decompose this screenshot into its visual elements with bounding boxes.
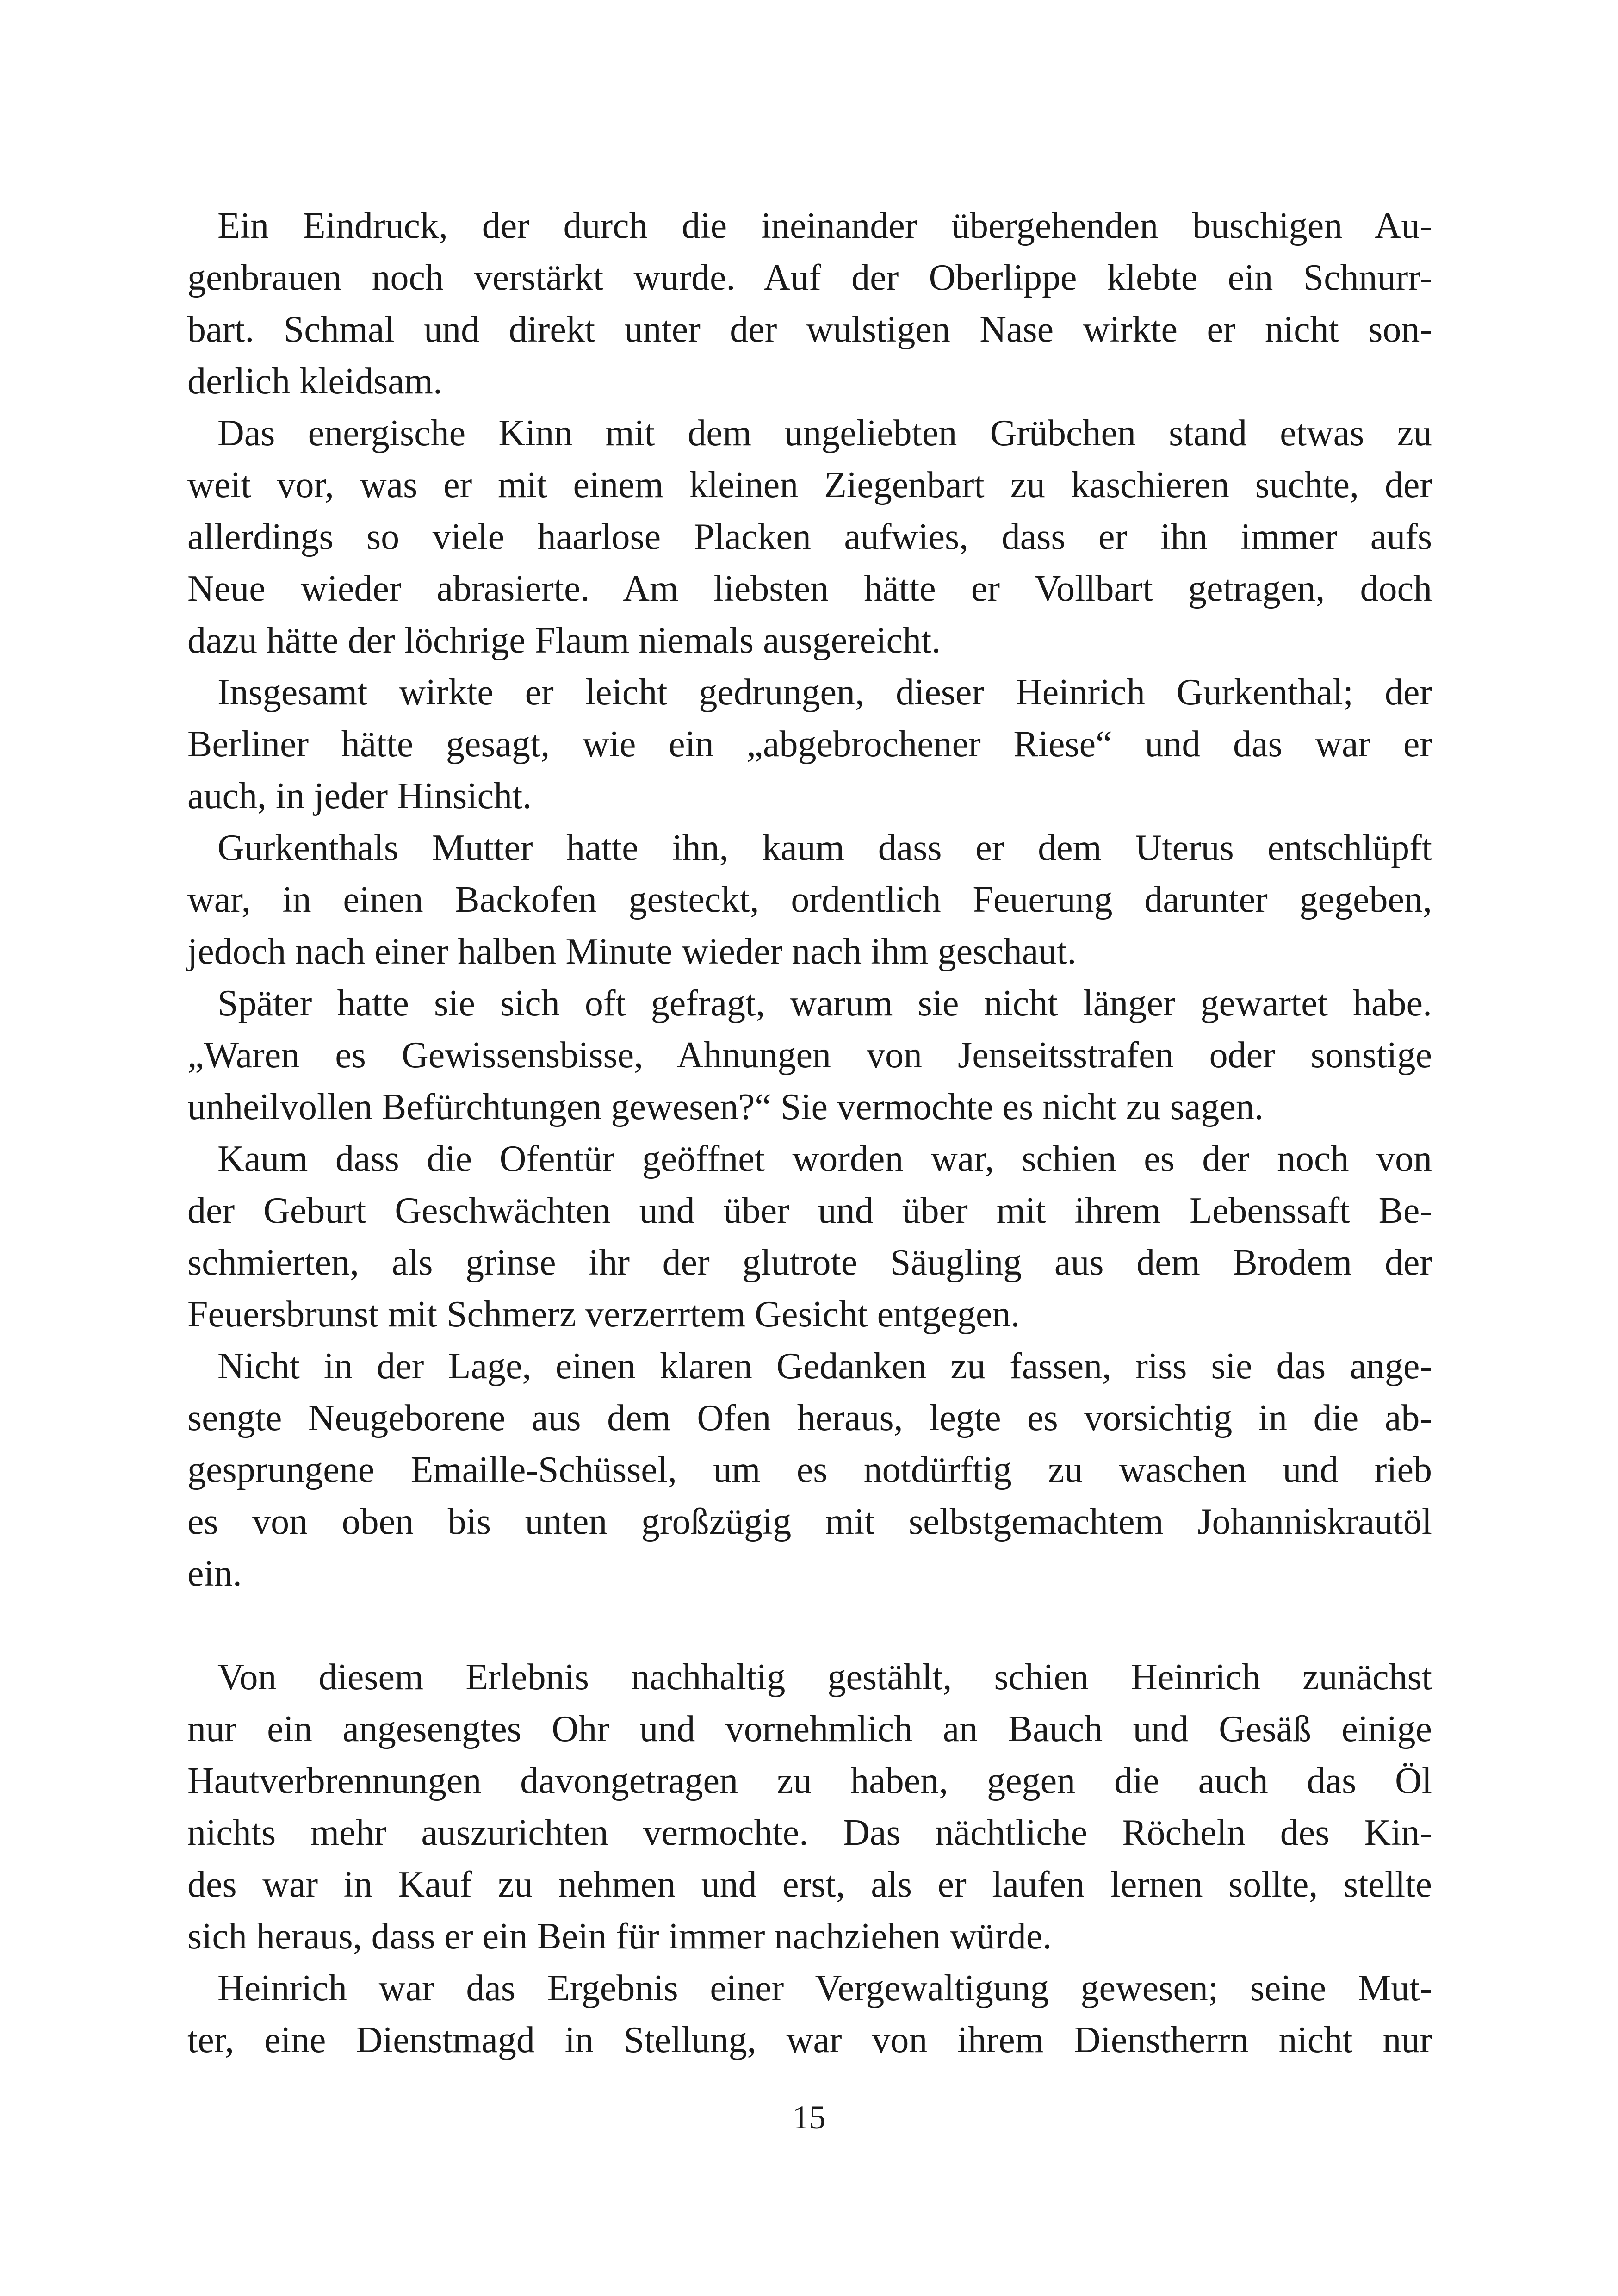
text-line: Feuersbrunst mit Schmerz verzerrtem Gesicht entgegen.: [187, 1294, 1020, 1335]
text-line: auch, in jeder Hinsicht.: [187, 776, 532, 816]
text-line: Von diesem Erlebnis nachhaltig gestählt, schien Heinrich zunächst: [217, 1657, 1432, 1698]
text-line: der Geburt Geschwächten und über und über mit ihrem Lebenssaft Be-: [187, 1190, 1432, 1231]
text-line: Ein Eindruck, der durch die ineinander übergehenden buschigen Au-: [217, 205, 1432, 246]
text-line: Nicht in der Lage, einen klaren Gedanken zu fassen, riss sie das ange-: [217, 1346, 1432, 1387]
text-line: gesprungene Emaille-Schüssel, um es notdürftig zu waschen und rieb: [187, 1450, 1432, 1490]
body-text: [187, 200, 1432, 2066]
text-line: nur ein angesengtes Ohr und vornehmlich an Bauch und Gesäß einige: [187, 1709, 1432, 1749]
text-line: Neue wieder abrasierte. Am liebsten hätte er Vollbart getragen, doch: [187, 568, 1432, 609]
text-line: Berliner hätte gesagt, wie ein „abgebrochener Riese“ und das war er: [187, 724, 1432, 765]
text-line: sengte Neugeborene aus dem Ofen heraus, legte es vorsichtig in die ab-: [187, 1398, 1432, 1438]
text-line: bart. Schmal und direkt unter der wulstigen Nase wirkte er nicht son-: [187, 309, 1432, 350]
paragraph-break: [187, 1599, 1432, 1651]
text-line: sich heraus, dass er ein Bein für immer nachziehen würde.: [187, 1916, 1052, 1957]
text-line: Hautverbrennungen davongetragen zu haben, gegen die auch das Öl: [187, 1761, 1432, 1801]
text-line: genbrauen noch verstärkt wurde. Auf der Oberlippe klebte ein Schnurr-: [187, 257, 1432, 298]
text-line: nichts mehr auszurichten vermochte. Das nächtliche Röcheln des Kin-: [187, 1812, 1432, 1853]
text-line: ein.: [187, 1553, 242, 1594]
text-line: schmierten, als grinse ihr der glutrote Säugling aus dem Brodem der: [187, 1242, 1432, 1283]
page-number: 15: [792, 2099, 826, 2136]
text-line: Das energische Kinn mit dem ungeliebten Grübchen stand etwas zu: [217, 413, 1432, 454]
text-line: ter, eine Dienstmagd in Stellung, war von ihrem Dienstherrn nicht nur: [187, 2020, 1432, 2060]
text-line: derlich kleidsam.: [187, 361, 442, 402]
text-line: allerdings so viele haarlose Placken aufwies, dass er ihn immer aufs: [187, 516, 1432, 557]
text-line: Heinrich war das Ergebnis einer Vergewaltigung gewesen; seine Mut-: [217, 1968, 1432, 2009]
text-line: dazu hätte der löchrige Flaum niemals ausgereicht.: [187, 620, 941, 661]
text-line: Gurkenthals Mutter hatte ihn, kaum dass er dem Uterus entschlüpft: [217, 828, 1432, 868]
text-line: es von oben bis unten großzügig mit selbstgemachtem Johanniskrautöl: [187, 1501, 1432, 1542]
text-line: unheilvollen Befürchtungen gewesen?“ Sie vermochte es nicht zu sagen.: [187, 1087, 1264, 1127]
text-line: war, in einen Backofen gesteckt, ordentlich Feuerung darunter gegeben,: [187, 879, 1432, 920]
text-line: Insgesamt wirkte er leicht gedrungen, dieser Heinrich Gurkenthal; der: [217, 672, 1432, 713]
text-line: des war in Kauf zu nehmen und erst, als er laufen lernen sollte, stellte: [187, 1864, 1432, 1905]
text-line: weit vor, was er mit einem kleinen Ziegenbart zu kaschieren suchte, der: [187, 465, 1432, 505]
text-line: jedoch nach einer halben Minute wieder nach ihm geschaut.: [187, 931, 1077, 972]
text-line: Kaum dass die Ofentür geöffnet worden war, schien es der noch von: [217, 1139, 1432, 1179]
text-line: „Waren es Gewissensbisse, Ahnungen von Jenseitsstrafen oder sonstige: [187, 1035, 1432, 1076]
text-line: Später hatte sie sich oft gefragt, warum sie nicht länger gewartet habe.: [217, 983, 1432, 1024]
